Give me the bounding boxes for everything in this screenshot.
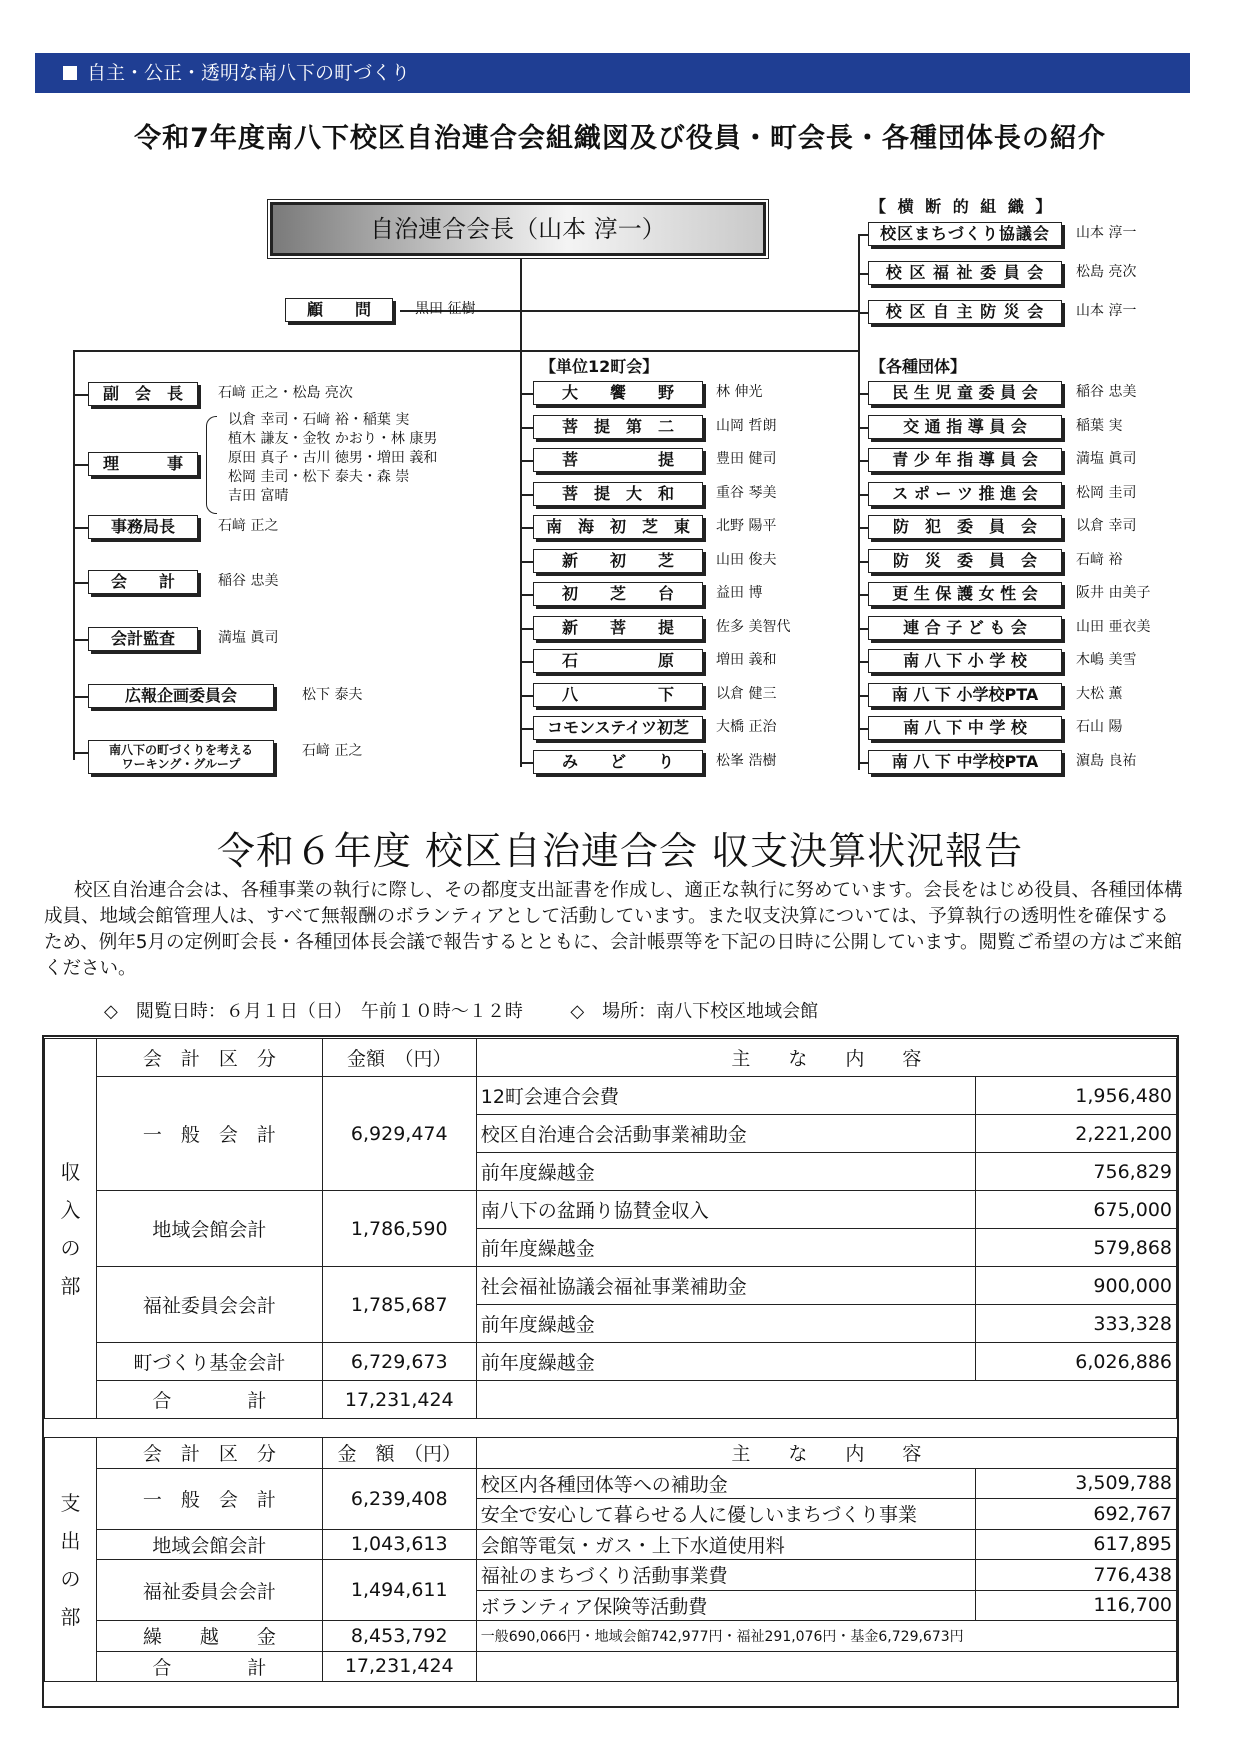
connector — [520, 695, 534, 697]
connector — [73, 752, 89, 754]
town-head-name: 北野 陽平 — [716, 518, 777, 534]
item-description: 前年度繰越金 — [476, 1153, 975, 1191]
account-category: 町づくり基金会計 — [96, 1343, 322, 1381]
group-box: 連 合 子 ど も 会 — [868, 616, 1062, 640]
working-group-label: 南八下の町づくりを考える — [108, 743, 253, 757]
viewing-place: ◇ 場所：南八下校区地域会館 — [570, 1001, 819, 1022]
report-intro: 校区自治連合会は、各種事業の執行に際し、その都度支出証書を作成し、適正な執行に努めています。会長をはじめ役員、各種団体構成員、地域会館管理人は、すべて無報酬のボランティアとして活動しています。また収支決算については、予算執行の透明性を確保するため、例年5月の定例町会長・各種団体長会議で報告するとともに、会計帳票等を下記の日時に公開しています。閲覧ご希望の方はご来館ください。 — [44, 880, 1183, 979]
group-box: 南 八 下 小学校PTA — [868, 683, 1062, 707]
item-description: 会館等電気・ガス・上下水道使用料 — [476, 1529, 975, 1560]
town-box: コモンステイツ初芝 — [533, 716, 703, 740]
account-amount: 1,786,590 — [322, 1191, 476, 1267]
carry-note: 一般690,066円・地域会館742,977円・福祉291,076円・基金6,729,673円 — [476, 1621, 1176, 1652]
expense-table — [44, 1437, 1177, 1682]
town-box: 石 原 — [533, 649, 703, 673]
board-member-names: 松岡 圭司・松下 泰夫・森 崇 — [228, 469, 410, 485]
officer-box: 理 事 — [88, 452, 198, 476]
account-amount: 6,729,673 — [322, 1343, 476, 1381]
income-table — [44, 1038, 1177, 1419]
group-box: 更 生 保 護 女 性 会 — [868, 582, 1062, 606]
item-description: 12町会連合会費 — [476, 1077, 975, 1115]
header-category: 会 計 区 分 — [96, 1438, 322, 1469]
group-box: 民 生 児 童 委 員 会 — [868, 381, 1062, 405]
group-head-name: 山田 亜衣美 — [1076, 618, 1151, 635]
group-head-name: 満塩 眞司 — [1076, 451, 1137, 467]
officer-name: 稲谷 忠美 — [218, 573, 279, 589]
town-box: 菩 提 大 和 — [533, 482, 703, 506]
item-amount: 675,000 — [976, 1191, 1177, 1229]
table-row — [45, 1191, 1177, 1229]
group-box: 交 通 指 導 員 会 — [868, 415, 1062, 439]
officer-name: 松下 泰夫 — [302, 687, 363, 703]
cross-org-box: 校 区 自 主 防 災 会 — [868, 300, 1062, 324]
section-char: 出 — [60, 1528, 81, 1553]
account-category: 福祉委員会会計 — [96, 1267, 322, 1343]
report-title: 令和６年度 校区自治連合会 収支決算状況報告 — [216, 829, 1024, 873]
item-description: 安全で安心して暮らせる人に優しいまちづくり事業 — [476, 1499, 975, 1530]
item-amount: 692,767 — [976, 1499, 1177, 1530]
advisor-name: 黒田 征樹 — [415, 301, 476, 317]
org-chart-title: 令和7年度南八下校区自治連合会組織図及び役員・町会長・各種団体長の紹介 — [134, 123, 1106, 154]
cross-org-box: 校 区 福 祉 委 員 会 — [868, 261, 1062, 285]
town-head-name: 増田 義和 — [716, 652, 777, 668]
account-category: 地域会館会計 — [96, 1191, 322, 1267]
group-head-name: 松岡 圭司 — [1076, 484, 1137, 501]
item-amount: 579,868 — [976, 1229, 1177, 1267]
group-box: 防 災 委 員 会 — [868, 549, 1062, 573]
town-head-name: 以倉 健三 — [716, 685, 777, 702]
group-box: 防 犯 委 員 会 — [868, 515, 1062, 539]
town-head-name: 益田 博 — [716, 585, 763, 601]
officer-box: 副 会 長 — [88, 382, 198, 406]
account-category: 一 般 会 計 — [96, 1468, 322, 1529]
group-head-name: 稲葉 実 — [1076, 417, 1123, 434]
connector — [520, 527, 534, 529]
town-head-name: 豊田 健司 — [716, 451, 777, 467]
board-member-names: 原田 真子・古川 徳男・増田 義和 — [228, 450, 438, 466]
cross-org-name: 松島 亮次 — [1076, 264, 1137, 280]
header-contents: 主 な 内 容 — [476, 1039, 1176, 1077]
connector — [73, 394, 89, 396]
connector — [520, 561, 534, 563]
total-amount: 17,231,424 — [322, 1651, 476, 1682]
connector — [73, 464, 89, 466]
total-blank — [476, 1651, 1176, 1682]
town-head-name: 松峯 浩樹 — [716, 752, 777, 769]
connector — [520, 460, 534, 462]
section-char: 入 — [60, 1197, 81, 1222]
table-row — [45, 1468, 1177, 1499]
item-amount: 756,829 — [976, 1153, 1177, 1191]
item-amount: 3,509,788 — [976, 1468, 1177, 1499]
group-head-name: 以倉 幸司 — [1076, 518, 1137, 534]
account-amount: 6,929,474 — [322, 1077, 476, 1191]
table-row — [45, 1267, 1177, 1305]
working-group-label: ワーキング・グループ — [121, 757, 241, 771]
group-head-name: 大松 薫 — [1076, 685, 1123, 702]
officer-box: 会計監査 — [88, 627, 198, 651]
cross-org-name: 山本 淳一 — [1076, 303, 1137, 319]
board-member-names: 吉田 富晴 — [228, 488, 289, 504]
working-group-box — [88, 740, 274, 774]
connector — [73, 582, 89, 584]
item-amount: 6,026,886 — [976, 1343, 1177, 1381]
section-char: の — [60, 1235, 81, 1260]
table-row — [45, 1343, 1177, 1381]
header-amount: 金額 （円） — [322, 1039, 476, 1077]
section-char: 部 — [60, 1273, 81, 1298]
header-contents: 主 な 内 容 — [476, 1438, 1176, 1469]
connector — [520, 594, 534, 596]
item-description: 前年度繰越金 — [476, 1343, 975, 1381]
town-box: 南 海 初 芝 東 — [533, 515, 703, 539]
banner-text: 自主・公正・透明な南八下の町づくり — [87, 62, 411, 84]
connector — [73, 696, 89, 698]
group-box: 南 八 下 中学校PTA — [868, 750, 1062, 774]
item-description: 校区自治連合会活動事業補助金 — [476, 1115, 975, 1153]
officer-box: 事務局長 — [88, 515, 198, 539]
section-char: の — [60, 1566, 81, 1591]
group-head-name: 石﨑 裕 — [1076, 551, 1123, 568]
total-amount: 17,231,424 — [322, 1381, 476, 1419]
account-amount: 6,239,408 — [322, 1468, 476, 1529]
cross-org-box: 校区まちづくり協議会 — [868, 222, 1062, 246]
cross-org-name: 山本 淳一 — [1076, 225, 1137, 241]
carry-label: 繰 越 金 — [96, 1621, 322, 1652]
connector — [520, 661, 534, 663]
header-amount: 金 額 （円） — [322, 1438, 476, 1469]
group-head-name: 濵島 良祐 — [1076, 752, 1137, 769]
item-description: 前年度繰越金 — [476, 1229, 975, 1267]
group-head-name: 稲谷 忠美 — [1076, 384, 1137, 400]
officer-name: 満塩 眞司 — [218, 630, 279, 646]
town-box: 初 芝 台 — [533, 582, 703, 606]
section-char: 部 — [60, 1604, 81, 1629]
town-box: 新 菩 提 — [533, 616, 703, 640]
connector — [520, 494, 534, 496]
board-member-names: 以倉 幸司・石﨑 裕・稲葉 実 — [228, 412, 410, 428]
connector — [520, 728, 534, 730]
section-char: 収 — [60, 1159, 81, 1184]
town-head-name: 重谷 琴美 — [716, 484, 777, 501]
group-head-name: 木嶋 美雪 — [1076, 652, 1137, 668]
item-amount: 617,895 — [976, 1529, 1177, 1560]
group-head-name: 阪井 由美子 — [1076, 585, 1151, 601]
total-label: 合 計 — [96, 1381, 322, 1419]
account-category: 一 般 会 計 — [96, 1077, 322, 1191]
item-description: 社会福祉協議会福祉事業補助金 — [476, 1267, 975, 1305]
officer-name: 石﨑 正之 — [218, 518, 279, 534]
section-char: 支 — [60, 1490, 81, 1515]
item-amount: 333,328 — [976, 1305, 1177, 1343]
total-blank — [476, 1381, 1176, 1419]
officer-name: 石﨑 正之・松島 亮次 — [218, 385, 353, 401]
table-row — [45, 1077, 1177, 1115]
connector — [520, 762, 534, 764]
advisor-box: 顧 問 — [285, 298, 393, 322]
town-box: 菩 提 — [533, 448, 703, 472]
cross-org-header: 【 横 断 的 組 織 】 — [870, 197, 1055, 216]
board-member-names: 植木 謙友・金牧 かおり・林 康男 — [228, 431, 438, 447]
connector — [73, 527, 89, 529]
org-chart — [0, 0, 1240, 800]
total-label: 合 計 — [96, 1651, 322, 1682]
officer-box: 会 計 — [88, 570, 198, 594]
item-description: 前年度繰越金 — [476, 1305, 975, 1343]
viewing-info — [104, 997, 818, 1023]
account-category: 地域会館会計 — [96, 1529, 322, 1560]
carry-amount: 8,453,792 — [322, 1621, 476, 1652]
town-head-name: 林 伸光 — [716, 384, 763, 400]
town-head-name: 佐多 美智代 — [716, 618, 791, 635]
group-head-name: 石山 陽 — [1076, 719, 1123, 735]
connector — [73, 639, 89, 641]
item-amount: 2,221,200 — [976, 1115, 1177, 1153]
item-amount: 1,956,480 — [976, 1077, 1177, 1115]
town-box: 大 饗 野 — [533, 381, 703, 405]
town-box: み ど り — [533, 750, 703, 774]
town-head-name: 山岡 哲朗 — [716, 417, 777, 434]
groups-header: 【各種団体】 — [870, 357, 967, 376]
table-row — [45, 1529, 1177, 1560]
item-description: ボランティア保険等活動費 — [476, 1590, 975, 1621]
town-head-name: 山田 俊夫 — [716, 551, 777, 568]
town-box: 新 初 芝 — [533, 549, 703, 573]
account-amount: 1,043,613 — [322, 1529, 476, 1560]
town-box: 菩 提 第 二 — [533, 415, 703, 439]
group-box: 南 八 下 小 学 校 — [868, 649, 1062, 673]
account-amount: 1,494,611 — [322, 1560, 476, 1621]
brace — [206, 416, 217, 514]
section-label — [45, 1438, 97, 1682]
item-description: 福祉のまちづくり活動事業費 — [476, 1560, 975, 1591]
towns-header: 【単位12町会】 — [540, 357, 659, 376]
connector — [520, 427, 534, 429]
item-description: 南八下の盆踊り協賛金収入 — [476, 1191, 975, 1229]
connector — [520, 393, 534, 395]
group-box: 南 八 下 中 学 校 — [868, 716, 1062, 740]
group-box: ス ポ ー ツ 推 進 会 — [868, 482, 1062, 506]
table-row — [45, 1560, 1177, 1591]
town-box: 八 下 — [533, 683, 703, 707]
officer-box: 広報企画委員会 — [88, 684, 274, 708]
group-box: 青 少 年 指 導 員 会 — [868, 448, 1062, 472]
account-amount: 1,785,687 — [322, 1267, 476, 1343]
item-amount: 900,000 — [976, 1267, 1177, 1305]
chairman-box: 自治連合会長（山本 淳一） — [270, 202, 766, 256]
item-amount: 776,438 — [976, 1560, 1177, 1591]
officer-name: 石﨑 正之 — [302, 743, 363, 759]
town-head-name: 大橋 正治 — [716, 719, 777, 735]
header-category: 会 計 区 分 — [96, 1039, 322, 1077]
account-category: 福祉委員会会計 — [96, 1560, 322, 1621]
item-description: 校区内各種団体等への補助金 — [476, 1468, 975, 1499]
item-amount: 116,700 — [976, 1590, 1177, 1621]
viewing-time: ◇ 閲覧日時：６月１日（日） 午前１０時～１２時 — [104, 1001, 523, 1022]
connector — [520, 628, 534, 630]
section-label — [45, 1039, 97, 1419]
